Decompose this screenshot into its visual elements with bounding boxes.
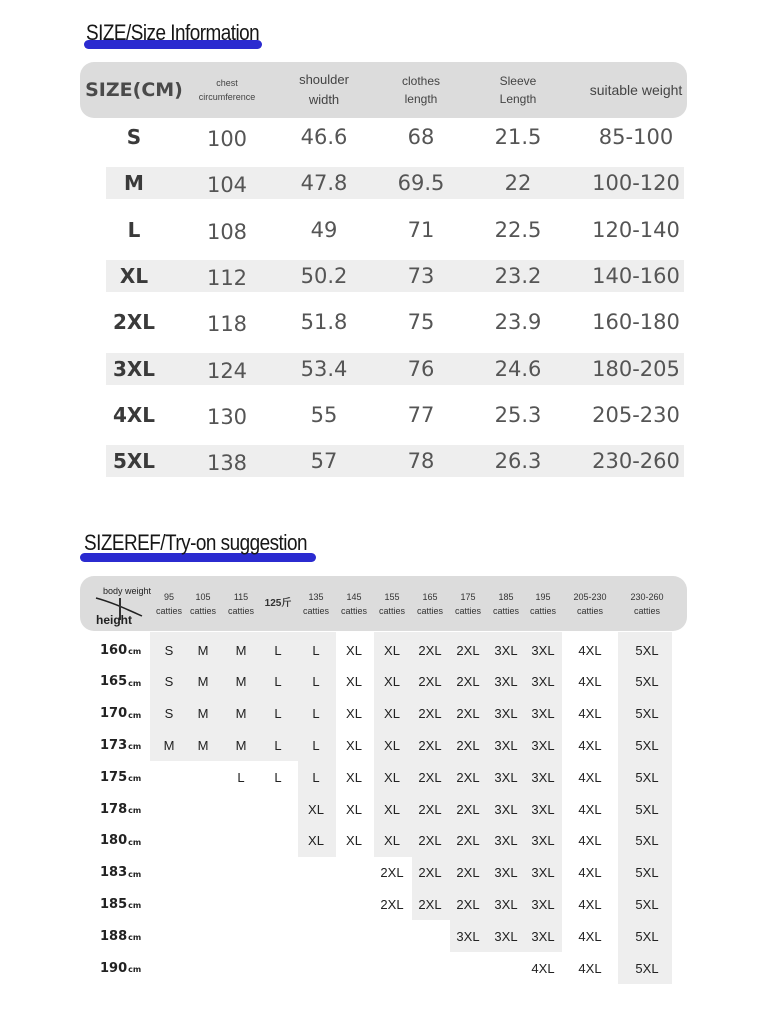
suggested-size: L [312, 737, 320, 753]
suggested-size: 5XL [635, 801, 659, 817]
suggested-size: 2XL [380, 865, 404, 881]
suggested-size: L [274, 706, 282, 722]
size-label: 2XL [112, 310, 156, 335]
weight-header-value: 165 [422, 592, 438, 602]
size-value: 57 [310, 449, 338, 474]
size-value: 112 [206, 265, 248, 290]
height-label [100, 920, 141, 952]
height-value: 170 [100, 706, 128, 722]
size-value: 140-160 [592, 263, 680, 288]
size-value: 85-100 [598, 125, 674, 149]
suggested-size: 2XL [456, 706, 480, 722]
suggested-size: 2XL [418, 896, 442, 912]
size-value: 21.5 [494, 125, 542, 149]
suggested-size: 3XL [494, 865, 518, 881]
height-unit: cm [128, 901, 142, 911]
size-header-1: chest circumference [198, 78, 256, 102]
weight-header-unit: catties [633, 606, 660, 616]
height-label [100, 634, 141, 666]
size-value: 26.3 [494, 449, 542, 474]
height-label [100, 888, 141, 920]
size-label: 4XL [112, 402, 156, 427]
weight-header-value: 175 [460, 592, 476, 602]
weight-header-value: 155 [384, 592, 400, 602]
weight-header-unit: catties [492, 606, 519, 616]
height-label [100, 825, 141, 857]
suggested-size: 2XL [418, 801, 442, 817]
suggested-size: XL [384, 769, 400, 785]
suggested-size: M [235, 737, 247, 753]
weight-header-unit: catties [529, 606, 556, 616]
weight-header-value: 195 [535, 592, 551, 602]
size-header-0: SIZE(CM) [85, 79, 183, 101]
height-value: 173 [100, 737, 128, 753]
tryon-title: SIZEREF/Try-on suggestion [84, 530, 307, 555]
weight-header-value: 185 [498, 592, 514, 602]
suggested-size: XL [384, 674, 400, 690]
suggested-size: 2XL [418, 769, 442, 785]
suggested-size: L [274, 769, 282, 785]
suggested-size: XL [346, 706, 362, 722]
size-value: 53.4 [300, 356, 348, 381]
height-unit: cm [128, 806, 142, 815]
size-value: 50.2 [300, 263, 348, 288]
height-label [100, 952, 141, 984]
weight-header-3 [260, 578, 296, 630]
suggested-size: L [312, 674, 320, 690]
suggested-size: 2XL [456, 642, 480, 658]
height-unit: cm [128, 837, 142, 847]
suggested-size: 3XL [494, 706, 518, 722]
height-value: 178 [100, 801, 128, 817]
suggested-size: L [312, 706, 320, 722]
suggested-size: XL [384, 737, 400, 753]
suggested-size: 5XL [635, 960, 659, 976]
size-label: XL [119, 263, 149, 288]
suggested-size: M [235, 674, 247, 690]
weight-header-unit: catties [576, 606, 603, 616]
height-label [100, 761, 141, 793]
suggested-size: 2XL [380, 896, 404, 912]
suggested-size: XL [308, 833, 324, 849]
suggested-size: 3XL [494, 833, 518, 849]
size-value: 230-260 [592, 449, 680, 474]
suggested-size: XL [346, 801, 362, 817]
weight-header-2 [222, 578, 260, 630]
size-value: 160-180 [592, 310, 680, 335]
weight-header-5 [336, 578, 372, 630]
height-value: 183 [100, 865, 128, 881]
weight-header-8 [450, 578, 486, 630]
suggested-size: XL [308, 801, 324, 817]
size-value: 75 [407, 310, 435, 335]
suggested-size: 3XL [494, 896, 518, 912]
size-label: M [124, 171, 144, 196]
weight-header-value: 230-260 [630, 592, 664, 602]
weight-header-4 [296, 578, 336, 630]
suggested-size: M [163, 737, 175, 753]
suggested-size: 4XL [578, 706, 602, 722]
suggested-size: M [197, 674, 209, 690]
height-unit: cm [128, 965, 142, 974]
size-value: 23.2 [494, 263, 542, 288]
size-value: 76 [407, 356, 435, 381]
height-label [100, 857, 141, 889]
suggested-size: 5XL [635, 896, 659, 912]
size-header-2: shoulder width [299, 72, 349, 107]
weight-header-12 [619, 578, 675, 630]
size-value: 100-120 [592, 171, 680, 196]
suggested-size: 3XL [531, 801, 555, 817]
height-unit: cm [128, 678, 142, 688]
size-value: 51.8 [300, 310, 348, 335]
size-label: 5XL [112, 449, 156, 474]
suggested-size: M [235, 642, 247, 658]
suggested-size: 5XL [635, 642, 659, 658]
suggested-size: L [312, 769, 320, 785]
suggested-size: 3XL [494, 674, 518, 690]
size-value: 205-230 [592, 402, 680, 427]
size-value: 100 [206, 127, 248, 151]
weight-header-1 [185, 578, 221, 630]
suggested-size: 4XL [578, 801, 602, 817]
suggested-size: 2XL [456, 801, 480, 817]
suggested-size: 2XL [456, 833, 480, 849]
size-value: 138 [206, 451, 248, 476]
suggested-size: 4XL [578, 865, 602, 881]
suggested-size: XL [384, 642, 400, 658]
suggested-size: L [274, 674, 282, 690]
suggested-size: 5XL [635, 706, 659, 722]
suggested-size: 3XL [531, 674, 555, 690]
height-unit: cm [128, 933, 142, 943]
size-value: 120-140 [592, 217, 680, 242]
suggested-size: S [164, 674, 174, 690]
suggested-size: 4XL [578, 642, 602, 658]
size-value: 180-205 [592, 356, 680, 381]
size-value: 69.5 [397, 171, 445, 196]
size-label: L [127, 217, 141, 242]
height-label [100, 666, 141, 698]
suggested-size: 5XL [635, 928, 659, 944]
suggested-size: 4XL [578, 833, 602, 849]
size-value: 124 [206, 358, 248, 383]
size-value: 22.5 [494, 217, 542, 242]
weight-header-7 [411, 578, 449, 630]
height-label [100, 793, 141, 825]
suggested-size: 3XL [494, 642, 518, 658]
size-header-3: clothes length [401, 74, 441, 106]
suggested-size: L [274, 642, 282, 658]
height-label [100, 698, 141, 730]
weight-header-value: 105 [195, 592, 211, 602]
size-value: 49 [310, 217, 338, 242]
suggested-size: 2XL [418, 706, 442, 722]
suggested-size: 3XL [531, 833, 555, 849]
size-value: 118 [206, 312, 248, 337]
suggested-size: M [235, 706, 247, 722]
suggested-size: 4XL [531, 960, 555, 976]
suggested-size: 2XL [456, 737, 480, 753]
weight-header-9 [487, 578, 525, 630]
suggested-size: 5XL [635, 674, 659, 690]
weight-header-value: 145 [346, 592, 362, 602]
height-unit: cm [128, 869, 142, 879]
weight-header-unit: catties [378, 606, 405, 616]
suggested-size: 3XL [531, 769, 555, 785]
size-value: 47.8 [300, 171, 348, 196]
suggested-size: 4XL [578, 896, 602, 912]
suggested-size: 3XL [531, 896, 555, 912]
weight-header-value: 135 catties [302, 592, 329, 616]
suggested-size: XL [384, 706, 400, 722]
suggested-size: 3XL [531, 706, 555, 722]
tryon-corner [86, 580, 152, 630]
height-unit: cm [128, 742, 142, 752]
weight-header-value: 95 [163, 592, 174, 602]
size-value: 77 [407, 402, 435, 427]
suggested-size: XL [384, 801, 400, 817]
height-value: 188 [100, 928, 128, 944]
weight-header-unit: catties [189, 606, 216, 616]
suggested-size: 4XL [578, 960, 602, 976]
weight-header-value: 115 catties [227, 592, 254, 616]
height-unit: cm [128, 647, 142, 656]
size-value: 23.9 [494, 310, 542, 335]
height-value: 165 [100, 674, 128, 690]
height-unit: cm [128, 710, 142, 720]
suggested-size: 3XL [531, 865, 555, 881]
suggested-size: L [237, 769, 245, 785]
suggested-size: 4XL [578, 928, 602, 944]
suggested-size: M [197, 642, 209, 658]
size-label: S [126, 125, 142, 149]
size-header-5: suitable weight [589, 82, 683, 98]
suggested-size: 2XL [418, 865, 442, 881]
suggested-size: 3XL [456, 928, 480, 944]
suggested-size: XL [346, 674, 362, 690]
suggested-size: 4XL [578, 674, 602, 690]
weight-header-0 [152, 578, 186, 630]
height-value: 190 [100, 960, 128, 976]
suggested-size: 2XL [418, 737, 442, 753]
suggested-size: XL [384, 833, 400, 849]
size-value: 73 [407, 263, 435, 288]
weight-header-unit: catties [155, 606, 182, 616]
suggested-size: 3XL [494, 769, 518, 785]
weight-header-value: 205-230 [573, 592, 607, 602]
suggested-size: 3XL [531, 928, 555, 944]
suggested-size: XL [346, 833, 362, 849]
suggested-size: 2XL [456, 896, 480, 912]
weight-header-unit: catties [454, 606, 481, 616]
suggested-size: 4XL [578, 769, 602, 785]
size-header-4: Sleeve Length [499, 74, 537, 106]
suggested-size: 2XL [418, 674, 442, 690]
suggested-size: 5XL [635, 769, 659, 785]
size-info-title: SIZE/Size Information [86, 20, 260, 45]
suggested-size: 3XL [494, 801, 518, 817]
size-value: 104 [206, 173, 248, 198]
weight-header-value: 125斤 [264, 598, 292, 609]
height-value: 180 [100, 833, 128, 849]
suggested-size: S [164, 642, 174, 658]
weight-header-unit: catties [416, 606, 443, 616]
suggested-size: XL [346, 642, 362, 658]
size-value: 68 [407, 125, 435, 149]
size-value: 24.6 [494, 356, 542, 381]
height-value: 185 [100, 896, 128, 912]
suggested-size: S [164, 706, 174, 722]
weight-header-11 [561, 578, 619, 630]
size-value: 71 [407, 217, 435, 242]
suggested-size: L [274, 737, 282, 753]
height-unit: cm [128, 774, 142, 784]
suggested-size: 2XL [456, 769, 480, 785]
suggested-size: XL [346, 737, 362, 753]
corner-weight-label: body weight [103, 586, 152, 596]
size-value: 55 [310, 402, 338, 427]
suggested-size: 2XL [418, 642, 442, 658]
suggested-size: 2XL [456, 674, 480, 690]
suggested-size: 5XL [635, 833, 659, 849]
size-value: 78 [407, 449, 435, 474]
weight-header-unit: catties [340, 606, 367, 616]
suggested-size: XL [346, 769, 362, 785]
weight-header-6 [373, 578, 411, 630]
suggested-size: 3XL [494, 737, 518, 753]
suggested-size: 4XL [578, 737, 602, 753]
suggested-size: 5XL [635, 865, 659, 881]
height-value: 160 [100, 642, 128, 658]
height-value: 175 [100, 769, 128, 785]
suggested-size: M [197, 737, 209, 753]
weight-header-10 [525, 578, 561, 630]
suggested-size: L [312, 642, 320, 658]
height-label [100, 729, 141, 761]
suggested-size: 2XL [456, 865, 480, 881]
suggested-size: M [197, 706, 209, 722]
size-value: 22 [504, 171, 532, 196]
suggested-size: 3XL [494, 928, 518, 944]
suggested-size: 3XL [531, 737, 555, 753]
size-value: 25.3 [494, 402, 542, 427]
size-label: 3XL [112, 356, 156, 381]
suggested-size: 3XL [531, 642, 555, 658]
size-value: 130 [206, 404, 248, 429]
suggested-size: 5XL [635, 737, 659, 753]
size-value: 108 [206, 219, 248, 244]
size-value: 46.6 [300, 125, 348, 149]
suggested-size: 2XL [418, 833, 442, 849]
corner-height-label: height [96, 613, 132, 627]
